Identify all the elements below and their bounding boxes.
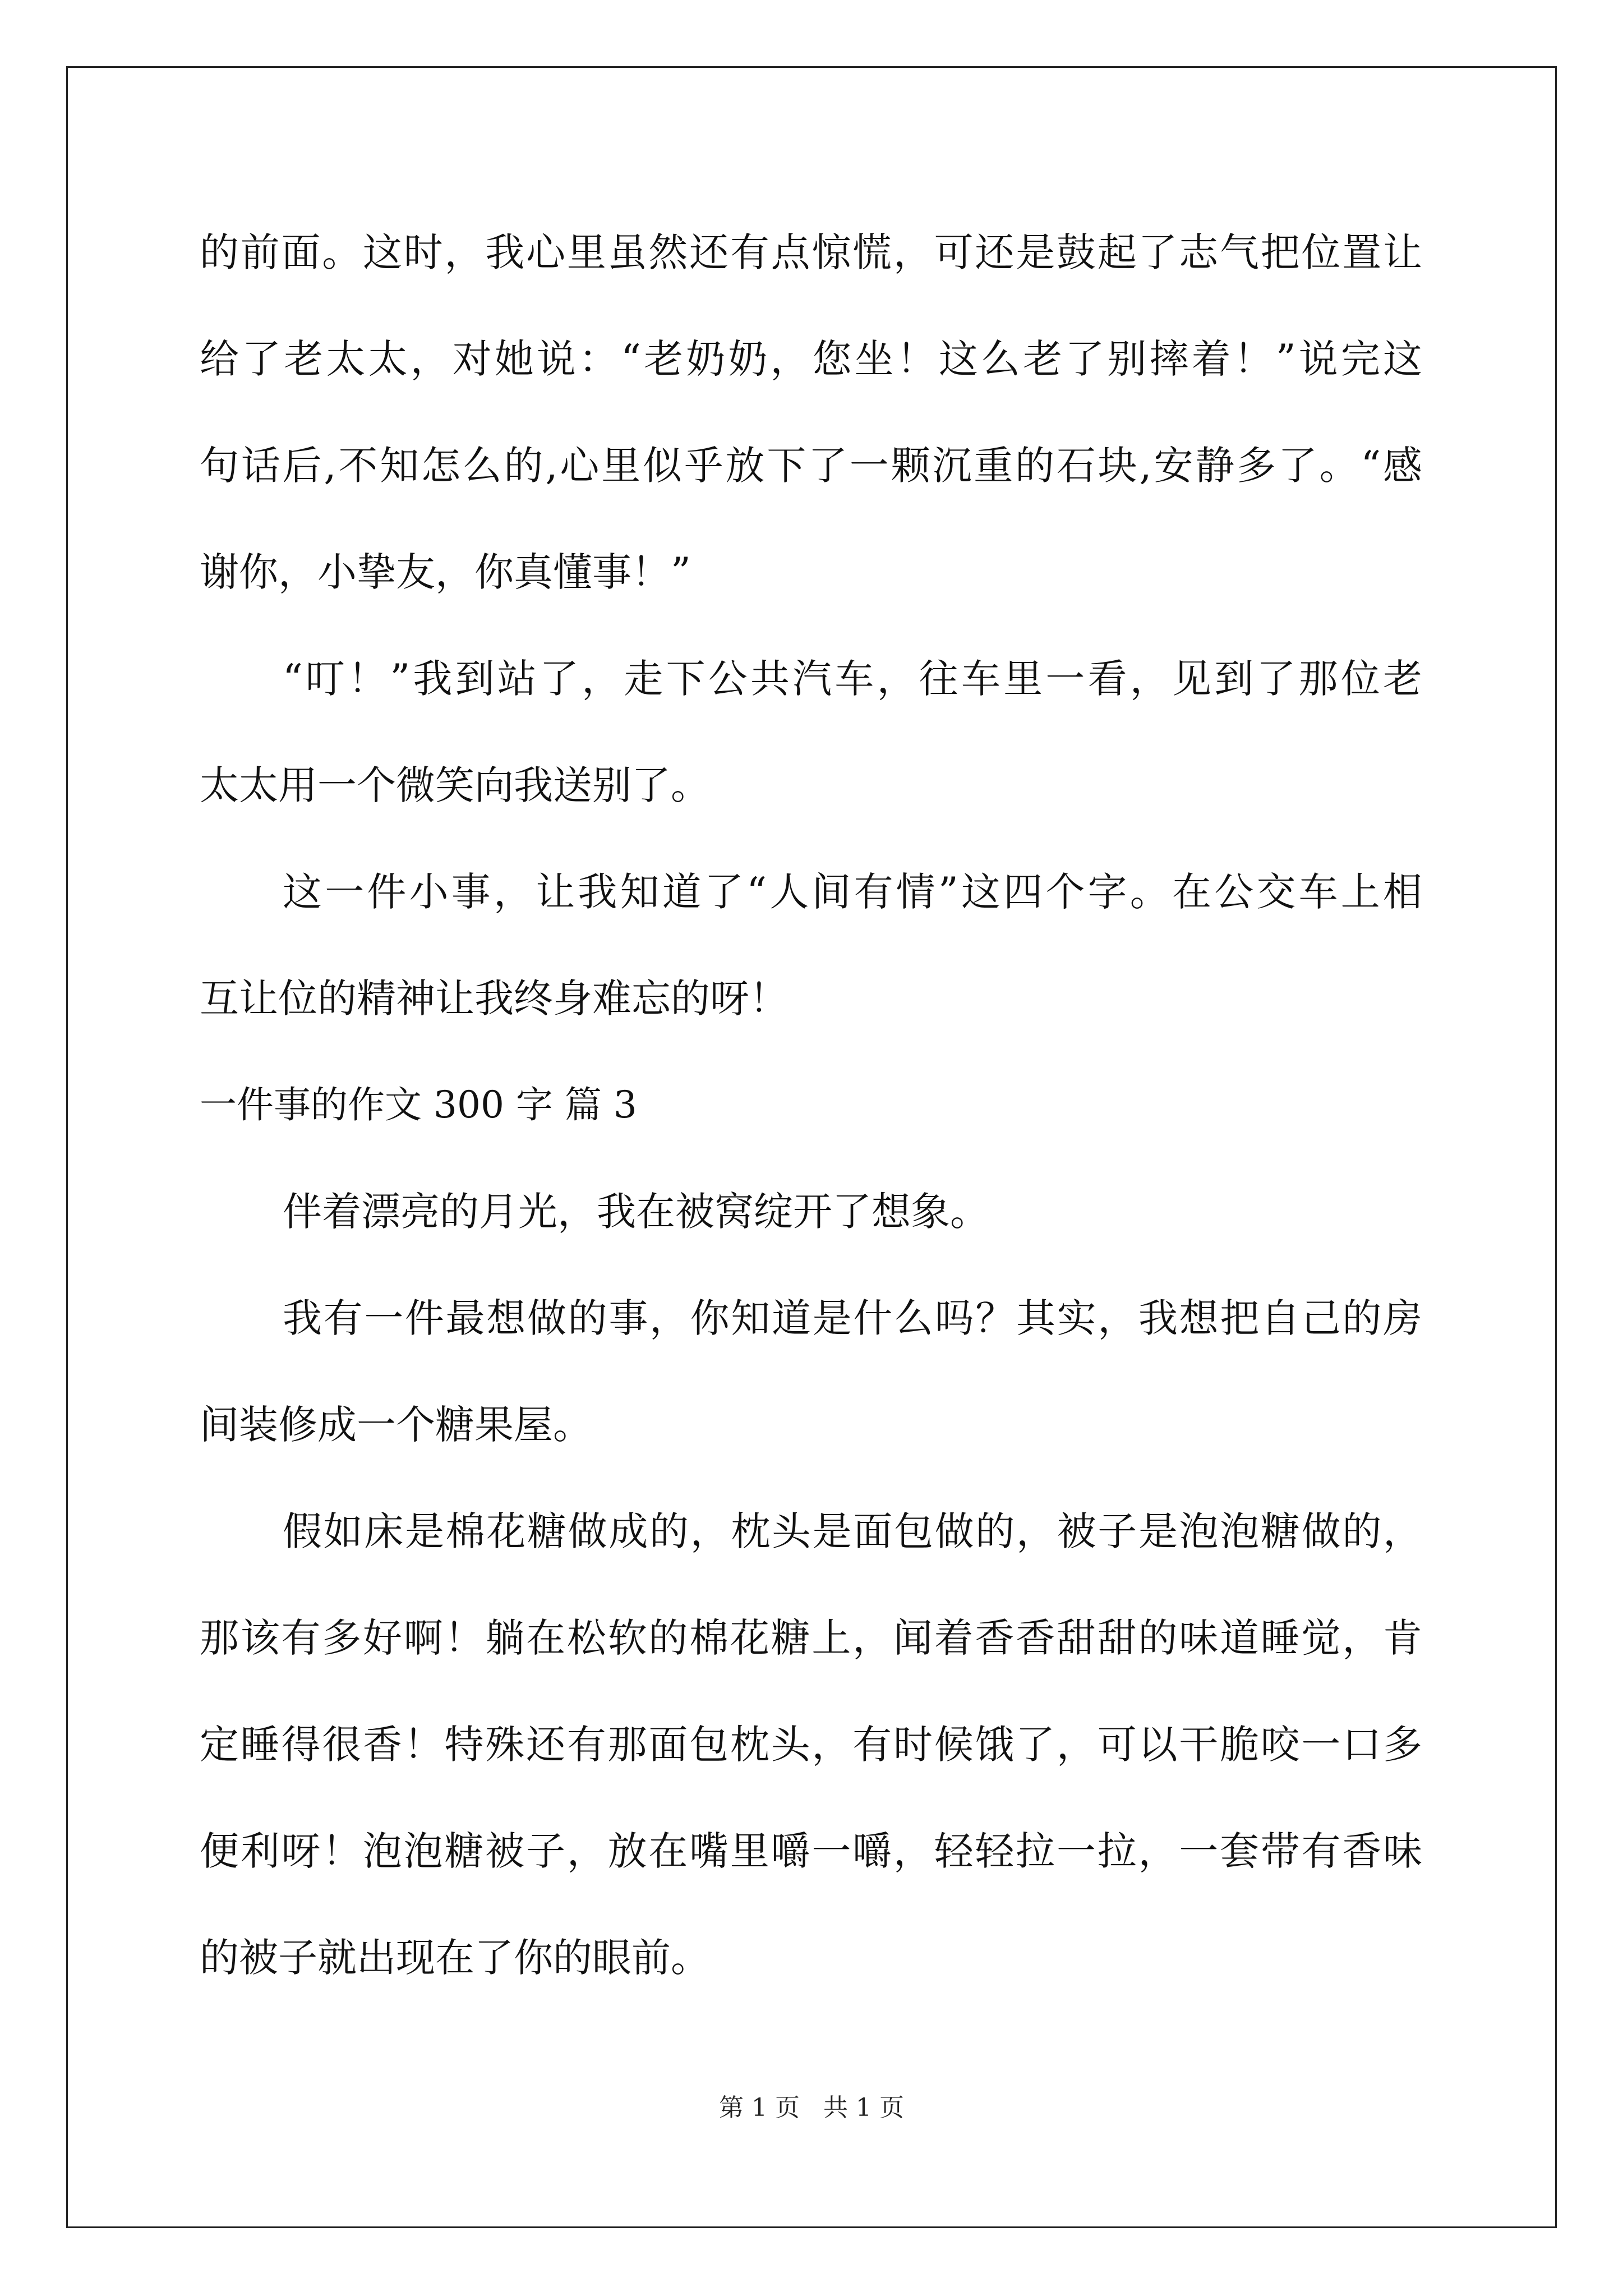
- text-line: 互让位的精神让我终身难忘的呀！: [200, 976, 789, 1022]
- paragraph-start-line: “叮！”我到站了，走下公共汽车，往车里一看，见到了那位老: [283, 656, 1422, 702]
- text-line: 句话后,不知怎么的,心里似乎放下了一颗沉重的石块,安静多了。“感: [200, 443, 1422, 489]
- text-line: 给了老太太，对她说：“老奶奶，您坐！这么老了别摔着！”说完这: [200, 336, 1422, 382]
- paragraph-start-line: 我有一件最想做的事，你知道是什么吗？其实，我想把自己的房: [283, 1295, 1422, 1341]
- text-line: 便利呀！泡泡糖被子，放在嘴里嚼一嚼，轻轻拉一拉，一套带有香味: [200, 1828, 1422, 1874]
- text-line: 定睡得很香！特殊还有那面包枕头，有时候饿了，可以干脆咬一口多: [200, 1722, 1422, 1768]
- text-line: 间装修成一个糖果屋。: [200, 1402, 592, 1448]
- section-heading: 一件事的作文 300 字 篇 3: [200, 1083, 637, 1126]
- paragraph-start-line: 假如床是棉花糖做成的，枕头是面包做的，被子是泡泡糖做的，: [283, 1508, 1422, 1554]
- text-line: 的被子就出现在了你的眼前。: [200, 1935, 710, 1981]
- paragraph-start-line: 这一件小事，让我知道了“人间有情”这四个字。在公交车上相: [283, 869, 1422, 915]
- text-line: 的前面。这时，我心里虽然还有点惊慌，可还是鼓起了志气把位置让: [200, 229, 1422, 275]
- page-footer: [0, 2091, 1623, 2125]
- text-line: 谢你，小挚友，你真懂事！”: [200, 549, 691, 595]
- page-number-total: 共 1 页: [823, 2093, 904, 2122]
- paragraph-start-line: 伴着漂亮的月光，我在被窝绽开了想象。: [283, 1189, 989, 1235]
- text-line: 那该有多好啊！躺在松软的棉花糖上，闻着香香甜甜的味道睡觉，肯: [200, 1615, 1422, 1661]
- document-body: [200, 199, 1422, 2011]
- text-line: 太太用一个微笑向我送别了。: [200, 762, 710, 808]
- page-number-current: 第 1 页: [719, 2093, 800, 2122]
